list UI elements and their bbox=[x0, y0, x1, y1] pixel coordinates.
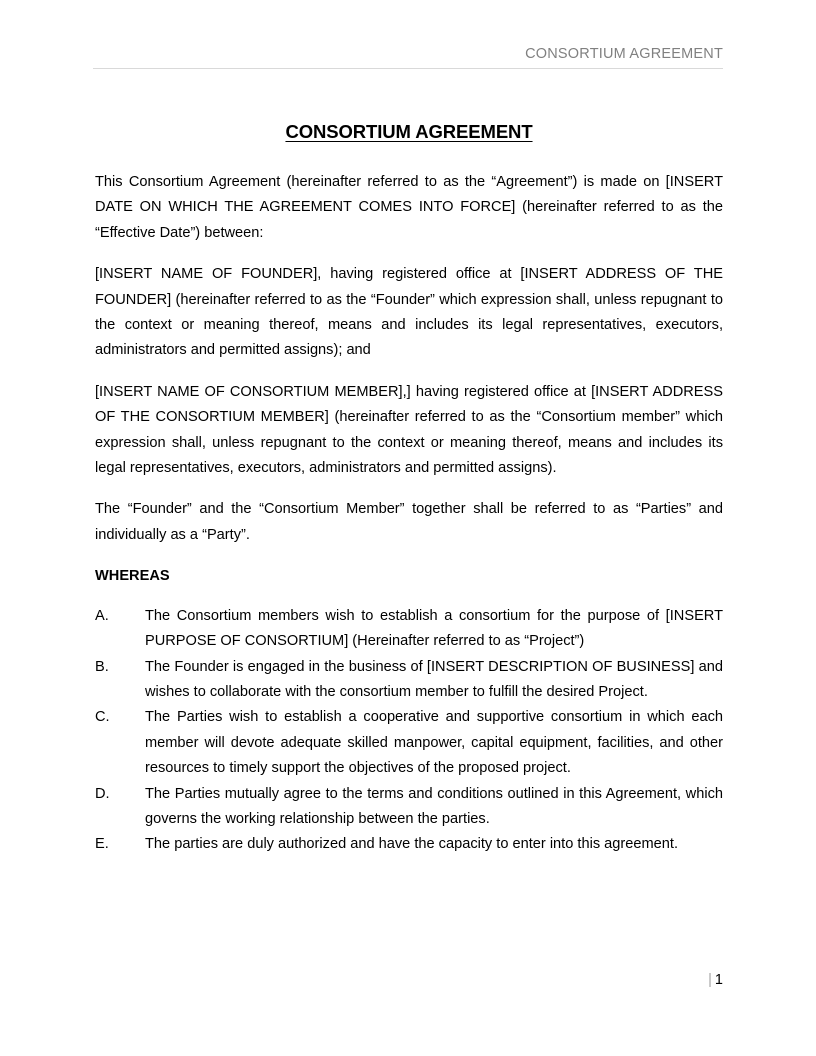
list-item-marker: B. bbox=[95, 658, 109, 675]
whereas-heading: WHEREAS bbox=[95, 568, 170, 585]
list-item-marker: D. bbox=[95, 785, 110, 802]
list-item bbox=[95, 832, 723, 857]
footer-page-number: 1 bbox=[714, 972, 723, 988]
list-item-text: The Founder is engaged in the business of [INSERT DESCRIPTION OF BUSINESS] and wishes to collaborate with the consortium member to fulfill the desired Project. bbox=[145, 658, 723, 700]
list-item-marker: C. bbox=[95, 709, 110, 726]
paragraph-founder: [INSERT NAME OF FOUNDER], having registered office at [INSERT ADDRESS OF THE FOUNDER] (hereinafter referred to as the “Founder” which expression shall, unless repugnant to the context or meaning thereof, means and includes its legal representatives, executors, administrators and permitted assigns); and bbox=[95, 266, 723, 359]
footer-separator: | bbox=[708, 972, 712, 988]
list-item-text: The parties are duly authorized and have the capacity to enter into this agreement. bbox=[145, 836, 678, 853]
list-item bbox=[95, 655, 723, 706]
paragraph-intro: This Consortium Agreement (hereinafter referred to as the “Agreement”) is made on [INSERT DATE ON WHICH THE AGREEMENT COMES INTO FORCE] (hereinafter referred to as the “Effective Date”) between: bbox=[95, 174, 723, 241]
page-header bbox=[93, 44, 723, 69]
page-title-text: CONSORTIUM AGREEMENT bbox=[285, 121, 533, 142]
list-item-marker: E. bbox=[95, 836, 109, 853]
document-body bbox=[95, 120, 723, 858]
header-title: CONSORTIUM AGREEMENT bbox=[525, 46, 723, 62]
list-item bbox=[95, 782, 723, 833]
recitals-list bbox=[95, 604, 723, 858]
paragraph-parties: The “Founder” and the “Consortium Member” together shall be referred to as “Parties” and individually as a “Party”. bbox=[95, 501, 723, 543]
list-item bbox=[95, 705, 723, 781]
paragraph-consortium-member: [INSERT NAME OF CONSORTIUM MEMBER],] having registered office at [INSERT ADDRESS OF THE CONSORTIUM MEMBER] (hereinafter referred to as the “Consortium member” which expression shall, unless repugnant to the context or meaning thereof, means and includes its legal representatives, executors, administrators and permitted assigns). bbox=[95, 383, 723, 477]
page-title bbox=[95, 120, 723, 144]
list-item-marker: A. bbox=[95, 607, 109, 624]
list-item-text: The Consortium members wish to establish a consortium for the purpose of [INSERT PURPOSE OF CONSORTIUM] (Hereinafter referred to as “Project”) bbox=[145, 607, 723, 650]
list-item bbox=[95, 604, 723, 655]
page-footer bbox=[95, 970, 723, 990]
list-item-text: The Parties wish to establish a cooperative and supportive consortium in which each member will devote adequate skilled manpower, capital equipment, facilities, and other resources to timely support the objectives of the proposed project. bbox=[145, 709, 723, 777]
header-divider bbox=[93, 68, 723, 69]
list-item-text: The Parties mutually agree to the terms and conditions outlined in this Agreement, which governs the working relationship between the parties. bbox=[145, 785, 723, 827]
